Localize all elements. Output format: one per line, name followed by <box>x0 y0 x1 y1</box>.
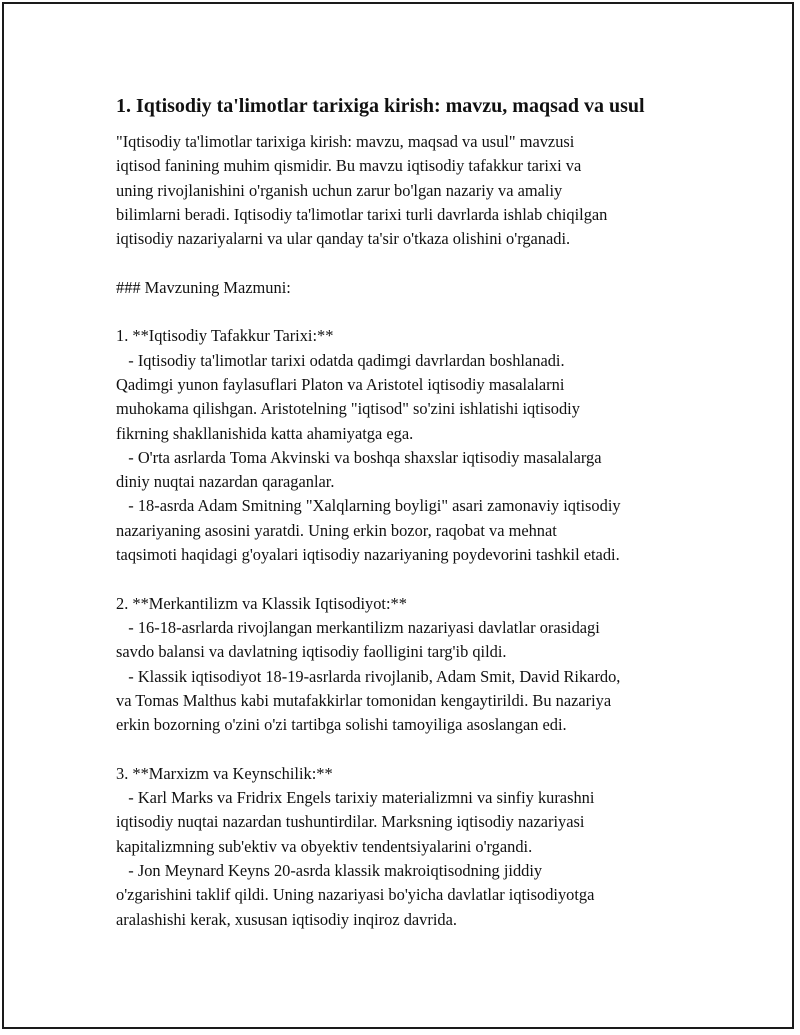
text-line: iqtisodiy nuqtai nazardan tushuntirdilar. Marksning iqtisodiy nazariyasi <box>116 812 585 832</box>
text-line: muhokama qilishgan. Aristotelning "iqtisod" so'zini ishlatishi iqtisodiy <box>116 399 580 419</box>
text-line: o'zgarishini taklif qildi. Uning nazariyasi bo'yicha davlatlar iqtisodiyotga <box>116 885 595 905</box>
text-line: - 18-asrda Adam Smitning "Xalqlarning boyligi" asari zamonaviy iqtisodiy <box>116 496 621 516</box>
document-text <box>116 130 706 932</box>
text-line: va Tomas Malthus kabi mutafakkirlar tomonidan kengaytirildi. Bu nazariya <box>116 690 612 710</box>
text-line <box>116 251 706 275</box>
text-line: erkin bozorning o'zini o'zi tartibga solishi tamoyiliga asoslangan edi. <box>116 715 567 735</box>
text-line: bilimlarni beradi. Iqtisodiy ta'limotlar tarixi turli davrlarda ishlab chiqilgan <box>116 204 608 224</box>
text-line <box>116 567 706 591</box>
text-line: "Iqtisodiy ta'limotlar tarixiga kirish: mavzu, maqsad va usul" mavzusi <box>116 132 575 151</box>
text-line: taqsimoti haqidagi g'oyalari iqtisodiy nazariyaning poydevorini tashkil etadi. <box>116 545 620 565</box>
document-title: 1. Iqtisodiy ta'limotlar tarixiga kirish: mavzu, maqsad va usul <box>116 95 645 117</box>
text-line <box>116 737 706 761</box>
text-line: Qadimgi yunon faylasuflari Platon va Aristotel iqtisodiy masalalarni <box>116 374 565 394</box>
text-line: diniy nuqtai nazardan qaraganlar. <box>116 472 335 492</box>
text-line: 2. **Merkantilizm va Klassik Iqtisodiyot:** <box>116 593 407 613</box>
document-body <box>116 92 706 932</box>
text-line: ### Mavzuning Mazmuni: <box>116 277 291 297</box>
text-line: - 16-18-asrlarda rivojlangan merkantilizm nazariyasi davlatlar orasidagi <box>116 617 600 637</box>
text-line: nazariyaning asosini yaratdi. Uning erkin bozor, raqobat va mehnat <box>116 520 557 540</box>
text-line: - Iqtisodiy ta'limotlar tarixi odatda qadimgi davrlardan boshlanadi. <box>116 350 565 370</box>
text-line: aralashishi kerak, xususan iqtisodiy inqiroz davrida. <box>116 909 457 929</box>
text-line: kapitalizmning sub'ektiv va obyektiv tendentsiyalarini o'rgandi. <box>116 836 533 856</box>
text-line: - Karl Marks va Fridrix Engels tarixiy materializmni va sinfiy kurashni <box>116 788 595 808</box>
text-line: - Klassik iqtisodiyot 18-19-asrlarda rivojlanib, Adam Smit, David Rikardo, <box>116 666 621 686</box>
text-line: 3. **Marxizm va Keynschilik:** <box>116 763 333 783</box>
text-line: 1. **Iqtisodiy Tafakkur Tarixi:** <box>116 326 334 346</box>
text-line: savdo balansi va davlatning iqtisodiy faolligini targ'ib qildi. <box>116 642 507 662</box>
text-line: - O'rta asrlarda Toma Akvinski va boshqa shaxslar iqtisodiy masalalarga <box>116 447 602 467</box>
text-line: fikrning shakllanishida katta ahamiyatga ega. <box>116 423 414 443</box>
text-line: uning rivojlanishini o'rganish uchun zarur bo'lgan nazariy va amaliy <box>116 180 563 200</box>
text-line: - Jon Meynard Keyns 20-asrda klassik makroiqtisodning jiddiy <box>116 860 543 880</box>
text-line: iqtisodiy nazariyalarni va ular qanday ta'sir o'tkaza olishini o'rganadi. <box>116 229 571 249</box>
text-line: iqtisod fanining muhim qismidir. Bu mavzu iqtisodiy tafakkur tarixi va <box>116 156 582 176</box>
text-line <box>116 300 706 324</box>
